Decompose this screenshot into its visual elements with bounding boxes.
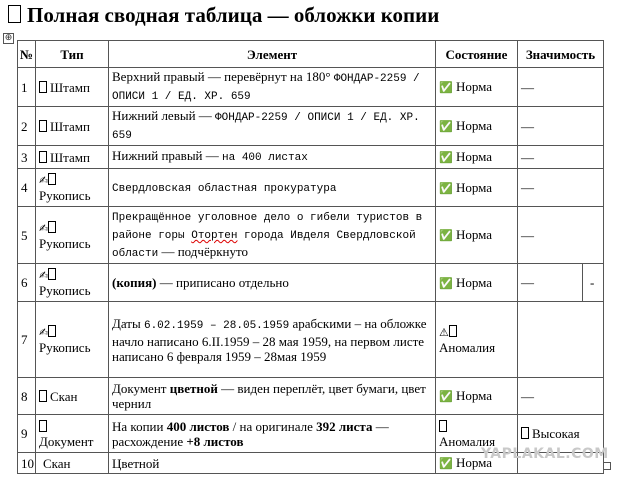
watermark-logo: YAPLAKAL.COM	[481, 446, 609, 462]
row-number: 2	[18, 107, 36, 146]
status-label: Норма	[455, 455, 493, 470]
stamp-icon	[39, 81, 47, 93]
element-mono-text: ФОНДАР-2259 / ОПИСИ 1 / ЕД. ХР. 659	[112, 73, 420, 103]
type-label: Рукопись	[39, 235, 91, 251]
element-text: / на оригинале	[229, 418, 317, 434]
page-title	[8, 2, 439, 28]
element-text: — виден переплёт, цвет бумаги, цвет чернил	[112, 381, 426, 411]
col-header-num: №	[18, 41, 36, 68]
element-text: Цветной	[112, 455, 160, 471]
type-cell	[36, 302, 109, 378]
element-cell	[109, 207, 436, 264]
status-label: Норма	[455, 274, 493, 290]
missing-glyph-icon	[439, 420, 447, 432]
significance-cell: —	[518, 146, 604, 169]
status-label: Норма	[455, 388, 493, 403]
status-cell	[436, 146, 518, 169]
status-cell	[436, 378, 518, 415]
element-cell	[109, 68, 436, 107]
row-number: 1	[18, 68, 36, 107]
type-label: Штамп	[50, 149, 90, 165]
element-cell	[109, 107, 436, 146]
type-label: Рукопись	[39, 283, 91, 298]
element-mono-text: Свердловская областная прокуратура	[112, 182, 337, 195]
element-bold-text: +8 листов	[186, 433, 244, 449]
warning-icon: ⚠	[439, 326, 449, 339]
missing-glyph-icon	[48, 173, 56, 185]
element-text: — расхождение	[112, 418, 389, 449]
element-cell	[109, 415, 436, 453]
missing-glyph-icon	[48, 325, 56, 337]
element-text: Документ	[112, 381, 170, 396]
type-cell	[36, 146, 109, 169]
element-cell	[109, 146, 436, 169]
table-row	[18, 107, 604, 146]
table-row	[18, 264, 604, 302]
element-bold-text: 400 листов	[166, 418, 230, 434]
row-number: 10	[18, 453, 36, 474]
type-cell	[36, 107, 109, 146]
element-bold-text: 392 листа	[316, 418, 373, 434]
element-mono-text: города Ивделя Свердловской области	[112, 230, 416, 260]
element-mono-text: ФОНДАР-2259 / ОПИСИ 1 / ЕД. ХР. 659	[112, 112, 420, 142]
row-number: 3	[18, 146, 36, 169]
type-label: Штамп	[50, 118, 90, 134]
row-number: 5	[18, 207, 36, 264]
element-text: — приписано отдельно	[156, 275, 289, 290]
status-label: Норма	[455, 179, 493, 195]
type-cell	[36, 378, 109, 415]
element-text: арабскими – на обложке начло написано 6.II.1959 – 28 мая 1959, на первом листе написано 6 февраля 1959 – 28мая 1959	[112, 315, 427, 364]
significance-inner: —	[518, 264, 583, 301]
writing-hand-icon: ✍	[39, 174, 49, 187]
col-header-type: Тип	[36, 41, 109, 68]
document-icon	[39, 420, 47, 432]
check-icon: ✅	[439, 457, 453, 470]
missing-glyph-icon	[48, 268, 56, 280]
significance-label: Высокая	[532, 426, 580, 441]
significance-cell: —	[518, 169, 604, 207]
significance-cell: —	[518, 207, 604, 264]
element-cell	[109, 169, 436, 207]
table-row	[18, 68, 604, 107]
writing-hand-icon: ✍	[39, 269, 49, 282]
table-row	[18, 146, 604, 169]
table-row	[18, 378, 604, 415]
type-label: Документ	[39, 433, 94, 449]
scan-icon	[39, 390, 47, 402]
element-cell	[109, 264, 436, 302]
col-header-status: Состояние	[436, 41, 518, 68]
row-number: 6	[18, 264, 36, 302]
element-text: Верхний правый — перевёрнут на 180°	[112, 69, 334, 84]
type-cell	[36, 169, 109, 207]
status-cell	[436, 107, 518, 146]
summary-table	[17, 40, 604, 474]
missing-glyph-icon	[449, 325, 457, 337]
col-header-element: Элемент	[109, 41, 436, 68]
check-icon: ✅	[439, 81, 453, 94]
status-cell	[436, 169, 518, 207]
significance-outer: -	[590, 275, 595, 290]
significance-cell: —	[518, 68, 604, 107]
status-label: Норма	[455, 79, 493, 94]
type-cell	[36, 68, 109, 107]
element-cell	[109, 302, 436, 378]
table-row	[18, 207, 604, 264]
element-cell	[109, 378, 436, 415]
element-text: — подчёркнуто	[158, 244, 249, 259]
significance-cell: —	[518, 107, 604, 146]
status-cell	[436, 264, 518, 302]
significance-cell	[518, 302, 604, 378]
status-label: Норма	[455, 227, 493, 242]
table-row	[18, 169, 604, 207]
status-cell	[436, 68, 518, 107]
status-label: Аномалия	[439, 433, 496, 449]
element-text: Нижний левый —	[112, 108, 216, 123]
missing-glyph-icon	[48, 221, 56, 233]
status-cell	[436, 302, 518, 378]
status-label: Норма	[455, 149, 493, 164]
check-icon: ✅	[439, 229, 453, 242]
writing-hand-icon: ✍	[39, 326, 49, 339]
row-number: 9	[18, 415, 36, 453]
type-cell	[36, 415, 109, 453]
type-label: Рукопись	[39, 340, 91, 355]
writing-hand-icon: ✍	[39, 221, 49, 235]
title-text: Полная сводная таблица — обложки копии	[27, 3, 440, 27]
type-cell	[36, 453, 109, 474]
element-bold-text: (копия)	[112, 275, 157, 290]
type-label: Штамп	[50, 79, 90, 95]
type-cell	[36, 264, 109, 302]
row-number: 8	[18, 378, 36, 415]
table-move-handle-icon[interactable]: ⊕	[4, 33, 13, 43]
type-cell	[36, 207, 109, 264]
status-cell	[436, 207, 518, 264]
element-text: Даты	[112, 315, 144, 331]
type-label: Рукопись	[39, 188, 91, 203]
status-label: Норма	[455, 118, 493, 133]
row-number: 4	[18, 169, 36, 207]
table-resize-handle[interactable]	[603, 462, 611, 470]
stamp-icon	[39, 120, 47, 132]
element-text: На копии	[112, 418, 167, 434]
type-label: Скан	[43, 455, 71, 471]
element-mono-text: 6.02.1959 – 28.05.1959	[143, 319, 290, 332]
element-text: Нижний правый —	[112, 148, 223, 163]
stamp-icon	[39, 151, 47, 163]
element-mono-text: на 400 листах	[222, 152, 308, 164]
check-icon: ✅	[439, 151, 453, 164]
spellcheck-word: Отортен	[191, 230, 238, 242]
check-icon: ✅	[439, 181, 453, 195]
significance-cell: —	[518, 378, 604, 415]
table-row	[18, 302, 604, 378]
type-label: Скан	[50, 388, 78, 404]
check-icon: ✅	[439, 390, 453, 403]
check-icon: ✅	[439, 276, 453, 290]
table-header-row	[18, 41, 604, 68]
missing-glyph-icon	[8, 5, 21, 23]
status-label: Аномалия	[439, 340, 496, 355]
check-icon: ✅	[439, 120, 453, 133]
element-cell	[109, 453, 436, 474]
element-mono-text: Прекращённое уголовное дело о гибели туристов в районе горы	[112, 212, 423, 242]
element-bold-text: цветной	[169, 381, 218, 396]
significance-cell	[518, 264, 604, 302]
row-number: 7	[18, 302, 36, 378]
missing-glyph-icon	[521, 427, 529, 439]
col-header-significance: Значимость	[518, 41, 604, 68]
